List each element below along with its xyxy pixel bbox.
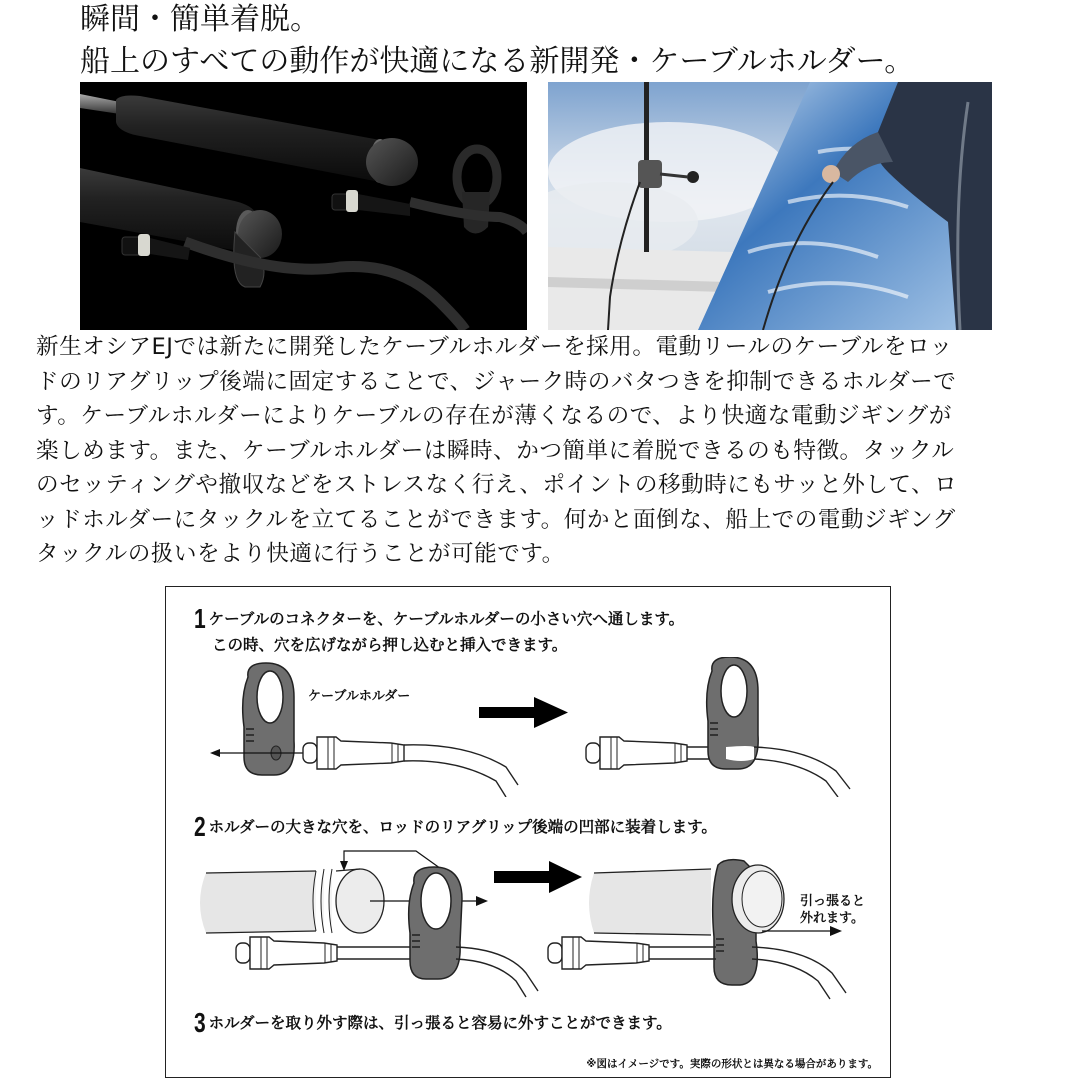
description-line: タックルの扱いをより快適に行うことが可能です。 xyxy=(36,541,565,567)
rod-grips-photo xyxy=(80,82,527,330)
installation-diagram xyxy=(165,586,891,1078)
step-1-continuation: この時、穴を広げながら押し込むと挿入できます。 xyxy=(212,636,568,654)
step-number: 3 xyxy=(193,1007,206,1038)
description-line: ッドホルダーにタックルを立てることができます。何かと面倒な、船上での電動ジギング xyxy=(36,506,956,533)
disclaimer-note: ※図はイメージです。実際の形状とは異なる場合があります。 xyxy=(586,1058,878,1070)
description-line: す。ケーブルホルダーによりケーブルの存在が薄くなるので、より快適な電動ジギングが xyxy=(36,403,952,429)
cable-holder-icon xyxy=(409,867,462,979)
step-3 xyxy=(192,1007,672,1038)
boat-jigging-photo xyxy=(548,82,992,330)
step-text: ホルダーの大きな穴を、ロッドのリアグリップ後端の凹部に装着します。 xyxy=(208,818,717,836)
headline-line-1: 瞬間・簡単着脱。 xyxy=(80,2,320,37)
pull-label-line-2: 外れます。 xyxy=(800,911,864,926)
step-text: ホルダーを取り外す際は、引っ張ると容易に外すことができます。 xyxy=(208,1014,672,1032)
description-line: 新生オシアEJでは新たに開発したケーブルホルダーを採用。電動リールのケーブルをロッ xyxy=(36,334,953,360)
boat-jigging-illustration xyxy=(548,82,992,330)
description-paragraph xyxy=(36,330,1056,572)
step-number: 2 xyxy=(193,811,206,842)
rod-grips-illustration xyxy=(80,82,527,330)
pull-label-line-1: 引っ張ると xyxy=(800,894,866,909)
description-line: 楽しめます。また、ケーブルホルダーは瞬時、かつ簡単に着脱できるのも特徴。タックル xyxy=(36,437,955,464)
description-line: ドのリアグリップ後端に固定することで、ジャーク時のバタつきを抑制できるホルダーで xyxy=(36,368,957,395)
step-text: ケーブルのコネクターを、ケーブルホルダーの小さい穴へ通します。 xyxy=(208,610,685,628)
step-2 xyxy=(192,811,717,842)
headline-line-2: 船上のすべての動作が快適になる新開発・ケーブルホルダー。 xyxy=(80,44,915,79)
cable-holder-icon xyxy=(243,663,295,775)
pull-to-remove-label xyxy=(800,893,865,927)
step-1 xyxy=(192,603,685,634)
step-1-illustration xyxy=(166,657,890,797)
description-line: のセッティングや撤収などをストレスなく行え、ポイントの移動時にもサッと外して、ロ xyxy=(36,472,958,498)
step-2-illustration xyxy=(166,843,890,1003)
step-number: 1 xyxy=(193,603,206,634)
cable-holder-label: ケーブルホルダー xyxy=(308,689,411,704)
